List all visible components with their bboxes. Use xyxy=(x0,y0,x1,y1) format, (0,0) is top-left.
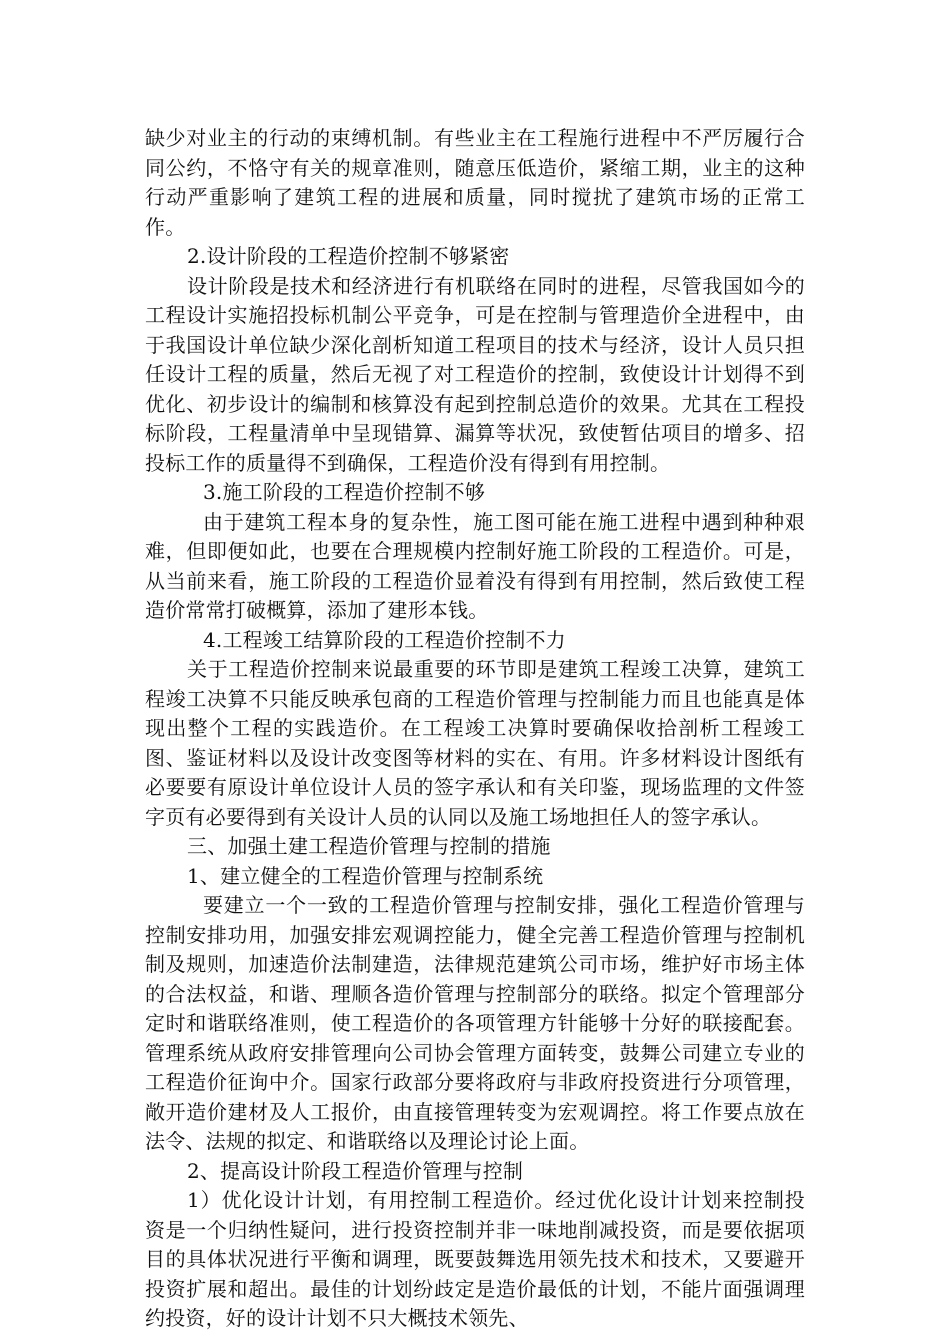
paragraph-body-5: 要建立一个一致的工程造价管理与控制安排，强化工程造价管理与控制安排功用，加强安排宏观调控能力，健全完善工程造价管理与控制机制及规则，加速造价法制建造，法律规范建筑公司市场，维护好市场主体的合法权益，和谐、理顺各造价管理与控制部分的联络。拟定个管理部分定时和谐联络准则，使工程造价的各项管理方针能够十分好的联接配套。管理系统从政府安排管理向公司协会管理方面转变，鼓舞公司建立专业的工程造价征询中介。国家行政部分要将政府与非政府投资进行分项管理，敞开造价建材及人工报价，由直接管理转变为宏观调控。将工作要点放在法令、法规的拟定、和谐联络以及理论讨论上面。 xyxy=(145,893,805,1153)
section-heading-2: 2.设计阶段的工程造价控制不够紧密 xyxy=(187,244,510,268)
chapter-heading-3: 三、加强土建工程造价管理与控制的措施 xyxy=(187,834,551,858)
section-heading-3: 3.施工阶段的工程造价控制不够 xyxy=(203,480,486,504)
paragraph-body-1: 缺少对业主的行动的束缚机制。有些业主在工程施行进程中不严厉履行合同公约，不恪守有关的规章准则，随意压低造价，紧缩工期，业主的这种行动严重影响了建筑工程的进展和质量，同时搅扰了建筑市场的正常工作。 xyxy=(145,126,805,239)
paragraph-body-2: 设计阶段是技术和经济进行有机联络在同时的进程，尽管我国如今的工程设计实施招投标机制公平竞争，可是在控制与管理造价全进程中，由于我国设计单位缺少深化剖析知道工程项目的技术与经济，设计人员只担任设计工程的质量，然后无视了对工程造价的控制，致使设计计划得不到优化、初步设计的编制和核算没有起到控制总造价的效果。尤其在工程投标阶段，工程量清单中呈现错算、漏算等状况，致使暂估项目的增多、招投标工作的质量得不到确保，工程造价没有得到有用控制。 xyxy=(145,273,805,475)
subsection-heading-2: 2、提高设计阶段工程造价管理与控制 xyxy=(187,1158,524,1183)
subsection-heading-1: 1、建立健全的工程造价管理与控制系统 xyxy=(187,863,544,888)
section-heading-4: 4.工程竣工结算阶段的工程造价控制不力 xyxy=(203,627,566,652)
paragraph-body-6: 1）优化设计计划，有用控制工程造价。经过优化设计计划来控制投资是一个归纳性疑问，进行投资控制并非一味地削减投资，而是要依据项目的具体状况进行平衡和调理，既要鼓舞选用领先技术和技术，又要避开投资扩展和超出。最佳的计划纷歧定是造价最低的计划，不能片面强调理约投资，好的设计计划不只大概技术领先、 xyxy=(145,1188,805,1330)
document-page xyxy=(145,124,805,1334)
paragraph-body-4: 关于工程造价控制来说最重要的环节即是建筑工程竣工决算，建筑工程竣工决算不只能反映承包商的工程造价管理与控制能力而且也能真是体现出整个工程的实践造价。在工程竣工决算时要确保收拾剖析工程竣工图、鉴证材料以及设计改变图等材料的实在、有用。许多材料设计图纸有必要要有原设计单位设计人员的签字承认和有关印鉴，现场监理的文件签字页有必要得到有关设计人员的认同以及施工场地担任人的签字承认。 xyxy=(145,657,805,829)
paragraph-body-3: 由于建筑工程本身的复杂性，施工图可能在施工进程中遇到种种艰难，但即便如此，也要在合理规模内控制好施工阶段的工程造价。可是，从当前来看，施工阶段的工程造价显着没有得到有用控制，然后致使工程造价常常打破概算，添加了建形本钱。 xyxy=(145,509,805,622)
